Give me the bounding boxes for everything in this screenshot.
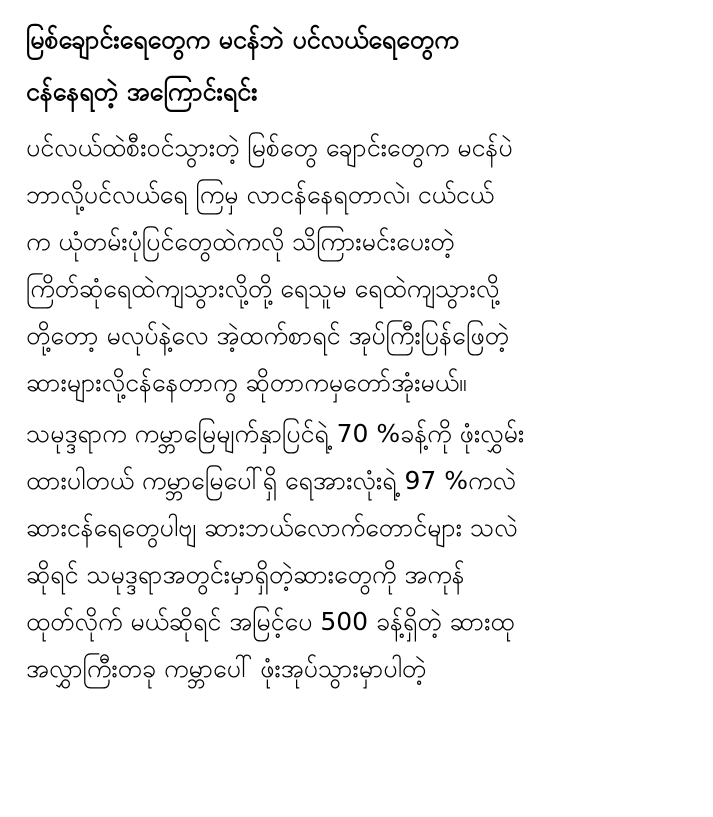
text-line: ဘာလို့ပင်လယ်ရေ ကြမှ လာငန်နေရတာလဲ၊ ငယ်ငယ် bbox=[26, 180, 495, 209]
title-line-1: မြစ်ချောင်းရေတွေက မငန်ဘဲ ပင်လယ်ရေတွေက bbox=[26, 25, 459, 54]
text-line: တို့တော့ မလုပ်နဲ့လေ အဲ့ထက်စာရင် အုပ်ကြီးပြန်ဖြေတဲ့ bbox=[26, 321, 509, 350]
text-line: ထားပါတယ် ကမ္ဘာမြေပေါ်ရှိ ရေအားလုံးရဲ့ 97 %ကလဲ bbox=[26, 466, 516, 495]
text-line: ဆားငန်ရေတွေပါဗျ ဆားဘယ်လောက်တောင်များ သလဲ bbox=[26, 513, 518, 542]
paragraph-1 bbox=[26, 124, 693, 406]
title-line-2: ငန်နေရတဲ့ အကြောင်းရင်း bbox=[26, 77, 258, 106]
text-line: ဆိုရင် သမုဒ္ဒရာအတွင်းမှာရှိတဲ့ဆားတွေကို အကုန် bbox=[26, 560, 465, 589]
text-line: က ယုံတမ်းပုံပြင်တွေထဲကလို သိကြားမင်းပေးတဲ့ bbox=[26, 227, 455, 256]
text-line: အလွှာကြီးတခု ကမ္ဘာပေါ် ဖုံးအုပ်သွားမှာပါတဲ့ bbox=[26, 654, 427, 683]
text-line: ပင်လယ်ထဲစီးဝင်သွားတဲ့ မြစ်တွေ ချောင်းတွေက မငန်ပဲ bbox=[26, 133, 513, 162]
article-title bbox=[26, 14, 693, 118]
paragraph-2 bbox=[26, 410, 693, 692]
text-line: ထုတ်လိုက် မယ်ဆိုရင် အမြင့်ပေ 500 ခန့်ရှိတဲ့ ဆားထု bbox=[26, 607, 515, 636]
text-line: သမုဒ္ဒရာက ကမ္ဘာမြေမျက်နှာပြင်ရဲ့ 70 %ခန့်ကို ဖုံးလွှမ်း bbox=[26, 419, 525, 448]
text-line: ကြိတ်ဆုံရေထဲကျသွားလို့တို့ ရေသူမ ရေထဲကျသွားလို့ bbox=[26, 274, 500, 303]
text-line: ဆားများလို့ငန်နေတာကွ ဆိုတာကမှတော်အုံးမယ်။ bbox=[26, 368, 467, 397]
